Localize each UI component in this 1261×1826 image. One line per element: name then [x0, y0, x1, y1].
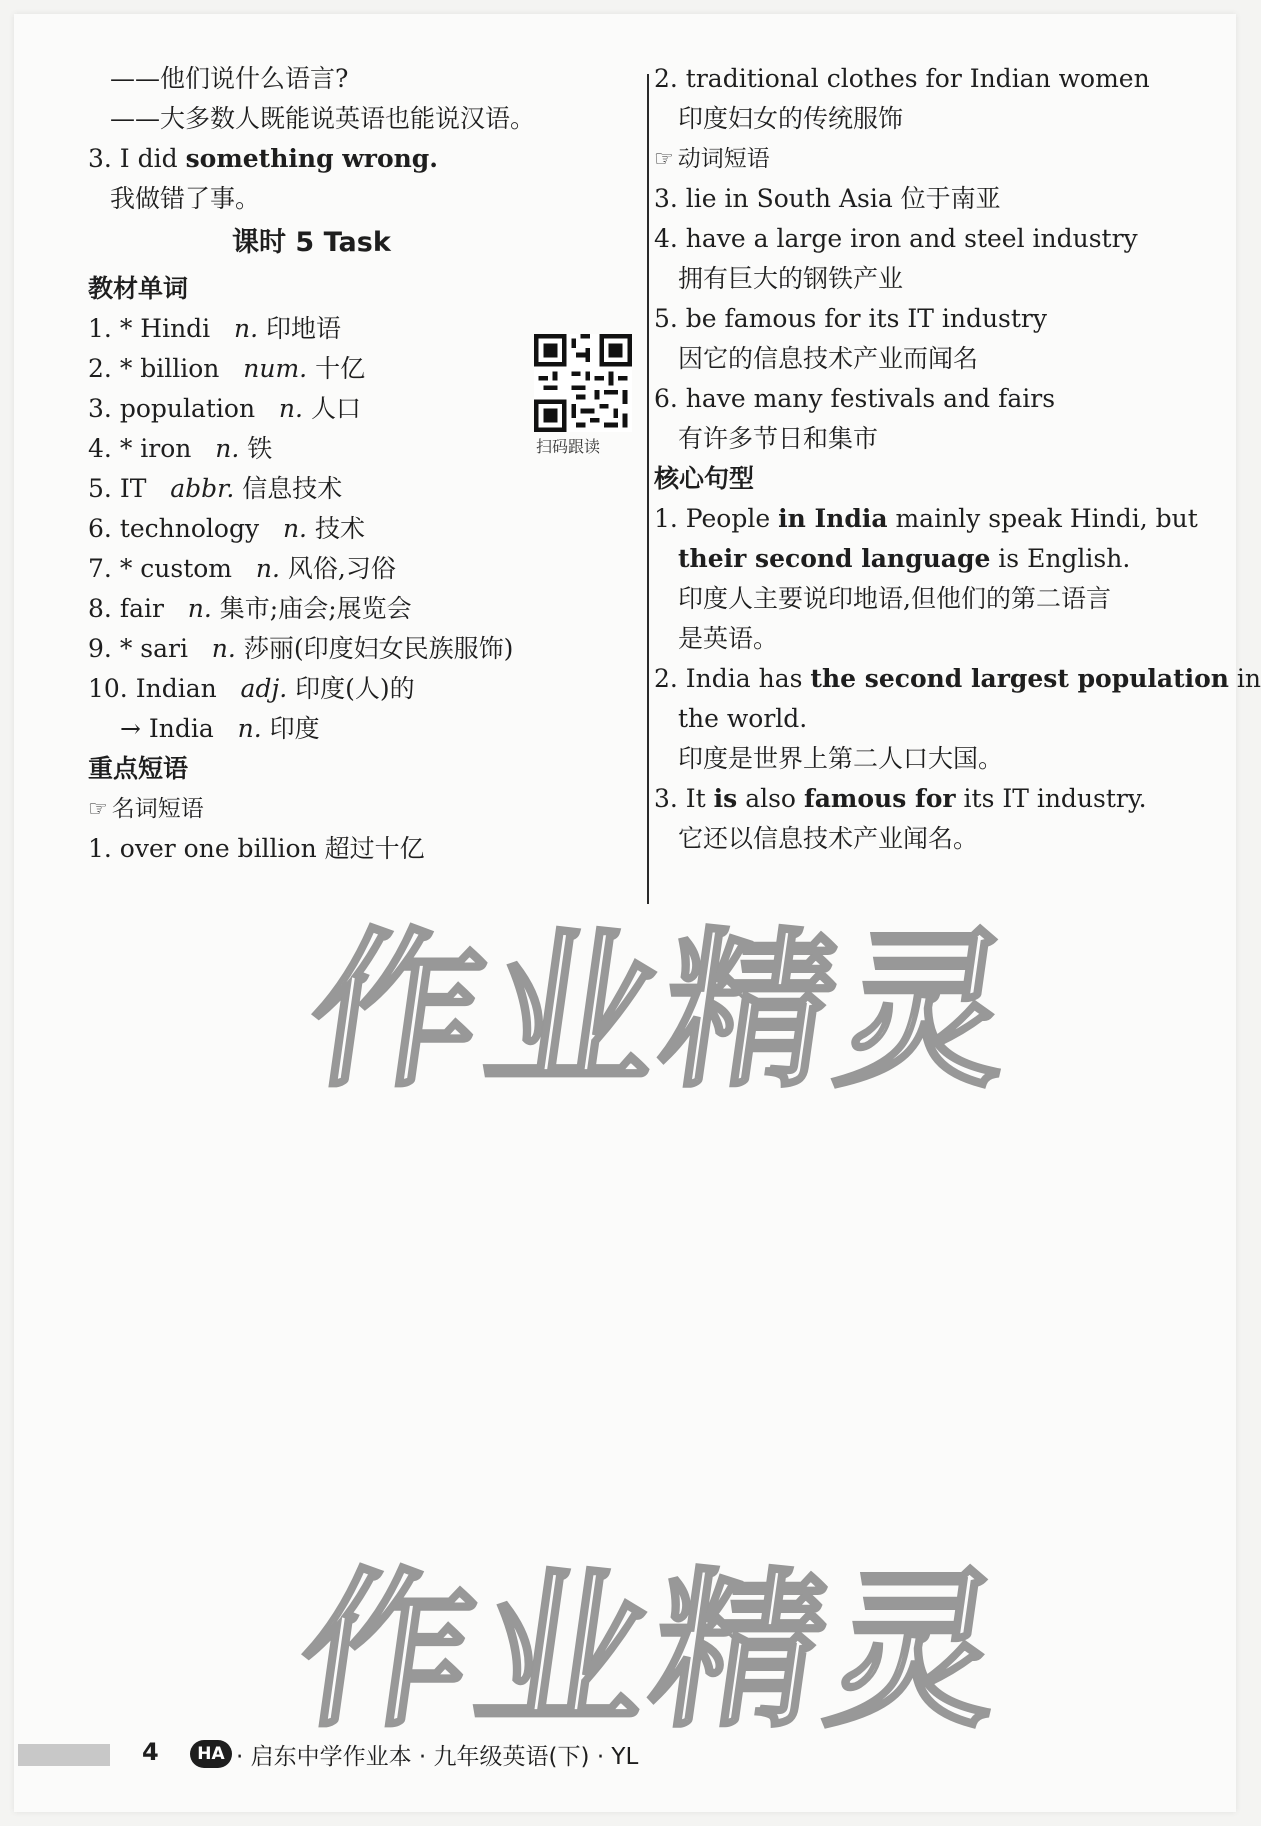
phrase-6: 6. have many festivals and fairs	[654, 384, 1056, 413]
watermark: 作业精灵	[287, 1553, 1020, 1751]
phrase-2-translation: 印度妇女的传统服饰	[678, 104, 904, 133]
vocab-section-title: 教材单词	[88, 274, 189, 303]
example-3: 3. I did something wrong.	[88, 144, 438, 173]
vocab-item: 5. IT abbr. 信息技术	[88, 474, 343, 503]
phrase-5-translation: 因它的信息技术产业而闻名	[678, 344, 979, 373]
vocab-item: 10. Indian adj. 印度(人)的	[88, 674, 415, 703]
vocab-item: 7. * custom n. 风俗,习俗	[88, 554, 396, 583]
pointing-hand-icon: ☞	[654, 147, 674, 172]
sentence-1-translation-cont: 是英语。	[678, 624, 779, 653]
vocab-item: 6. technology n. 技术	[88, 514, 365, 543]
sentence-1: 1. People in India mainly speak Hindi, but	[654, 504, 1198, 533]
lesson-title: 课时 5 Task	[232, 227, 391, 258]
dialog-question: ——他们说什么语言?	[110, 64, 349, 93]
vocab-item: 4. * iron n. 铁	[88, 434, 273, 463]
phrase-5: 5. be famous for its IT industry	[654, 304, 1048, 333]
sentence-3: 3. It is also famous for its IT industry.	[654, 784, 1147, 813]
sentence-2: 2. India has the second largest population in	[654, 664, 1261, 693]
phrase-section-title: 重点短语	[88, 754, 189, 783]
page-footer	[14, 1734, 814, 1774]
vocab-item: 8. fair n. 集市;庙会;展览会	[88, 594, 412, 623]
book-title: · 启东中学作业本 · 九年级英语(下) · YL	[236, 1744, 639, 1770]
phrase-4-translation: 拥有巨大的钢铁产业	[678, 264, 904, 293]
arrow-icon: →	[120, 714, 141, 743]
vocab-derived: → India n. 印度	[120, 714, 320, 743]
publisher-badge: HA	[190, 1740, 232, 1768]
qr-caption: 扫码跟读	[536, 437, 601, 456]
noun-phrase-1: 1. over one billion 超过十亿	[88, 834, 425, 863]
phrase-4: 4. have a large iron and steel industry	[654, 224, 1138, 253]
footer-bar	[18, 1744, 110, 1766]
verb-phrase-title: ☞ 动词短语	[654, 146, 770, 172]
sentence-2-cont: the world.	[678, 704, 808, 733]
vocab-item: 2. * billion num. 十亿	[88, 354, 366, 383]
sentence-2-translation: 印度是世界上第二人口大国。	[678, 744, 1004, 773]
pointing-hand-icon: ☞	[88, 797, 108, 822]
phrase-3: 3. lie in South Asia 位于南亚	[654, 184, 1001, 213]
vocab-item: 9. * sari n. 莎丽(印度妇女民族服饰)	[88, 634, 514, 663]
sentence-3-translation: 它还以信息技术产业闻名。	[678, 824, 979, 853]
noun-phrase-title: ☞ 名词短语	[88, 796, 204, 822]
qr-code[interactable]	[534, 334, 632, 432]
vocab-item: 1. * Hindi n. 印地语	[88, 314, 342, 343]
dialog-answer: ——大多数人既能说英语也能说汉语。	[110, 104, 536, 133]
page	[14, 14, 1261, 1812]
sentence-1-translation: 印度人主要说印地语,但他们的第二语言	[678, 584, 1111, 613]
sentence-section-title: 核心句型	[654, 464, 755, 493]
sentence-1-cont: their second language is English.	[678, 544, 1131, 573]
example-3-translation: 我做错了事。	[110, 184, 261, 213]
phrase-2: 2. traditional clothes for Indian women	[654, 64, 1150, 93]
phrase-6-translation: 有许多节日和集市	[678, 424, 879, 453]
vocab-item: 3. population n. 人口	[88, 394, 361, 423]
page-number: 4	[142, 1738, 159, 1766]
watermark: 作业精灵	[297, 913, 1030, 1111]
column-divider	[647, 74, 649, 904]
